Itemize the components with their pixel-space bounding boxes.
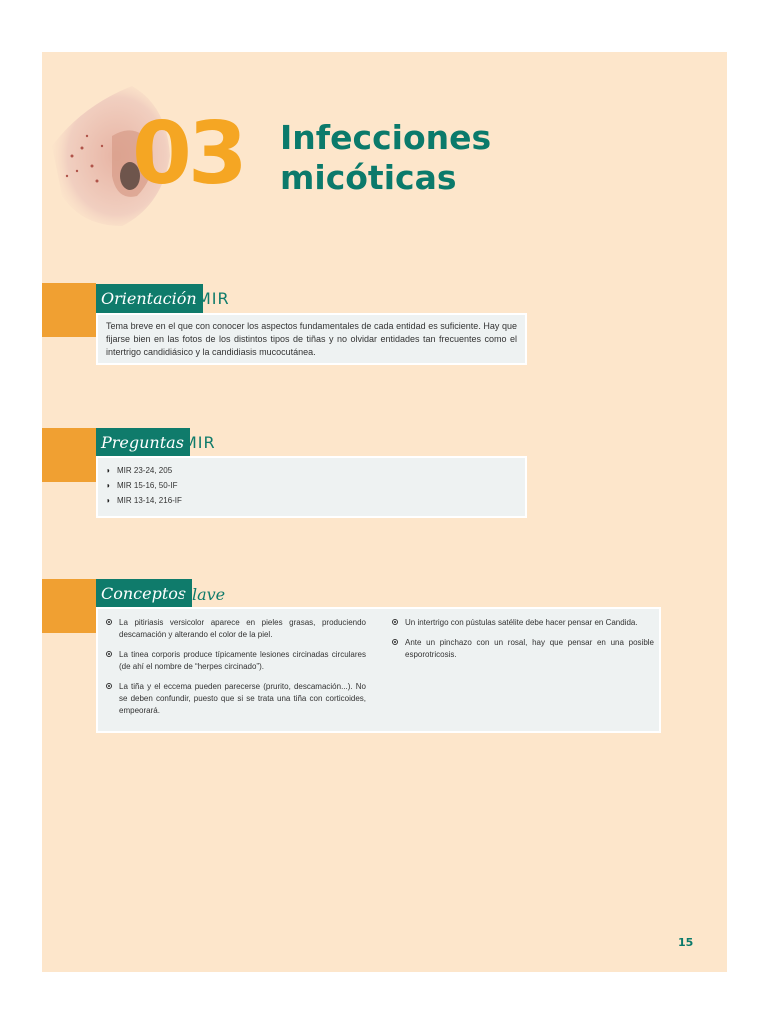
bullet-icon [392, 639, 398, 645]
bullet-icon [392, 619, 398, 625]
list-item: ◗ MIR 23-24, 205 [104, 463, 519, 478]
preguntas-list [104, 463, 519, 508]
orientacion-box [96, 313, 527, 365]
list-item: ◗ MIR 13-14, 216-IF [104, 493, 519, 508]
list-item: ◗ MIR 15-16, 50-IF [104, 478, 519, 493]
conceptos-left-column [106, 617, 366, 725]
bullet-icon: ◗ [106, 496, 111, 505]
conceptos-suffix: clave [183, 585, 226, 604]
list-item: La tiña y el eccema pueden parecerse (prurito, descamación...). No se deben confundir, puesto que si se trata una tiña con corticoides, empeorará. [106, 681, 366, 717]
orientacion-suffix: MIR [197, 289, 230, 308]
orientacion-tab [42, 283, 96, 337]
bullet-icon [106, 651, 112, 657]
conceptos-label: Conceptos [96, 579, 192, 609]
chapter-number: 03 [132, 104, 244, 204]
conceptos-box [96, 607, 661, 733]
bullet-icon [106, 683, 112, 689]
chapter-title-line1: Infecciones [280, 118, 492, 157]
bullet-icon: ◗ [106, 466, 111, 475]
conceptos-tab [42, 579, 96, 633]
chapter-title-line2: micóticas [280, 158, 457, 197]
list-item: Ante un pinchazo con un rosal, hay que pensar en una posible esporotricosis. [392, 637, 654, 661]
orientacion-label: Orientación [96, 284, 203, 314]
preguntas-tab [42, 428, 96, 482]
list-item: La pitiriasis versicolor aparece en pieles grasas, produciendo descamación y alterando el color de la piel. [106, 617, 366, 641]
list-item: La tinea corporis produce típicamente lesiones circinadas circulares (de ahí el nombre de “herpes circinado”). [106, 649, 366, 673]
page-number: 15 [678, 936, 694, 949]
chapter-title [280, 118, 491, 198]
preguntas-box [96, 456, 527, 518]
preguntas-suffix: MIR [183, 433, 216, 452]
preguntas-label: Preguntas [96, 428, 190, 458]
conceptos-right-column [392, 617, 654, 669]
bullet-icon [106, 619, 112, 625]
list-item: Un intertrigo con pústulas satélite debe hacer pensar en Candida. [392, 617, 654, 629]
orientacion-text: Tema breve en el que con conocer los aspectos fundamentales de cada entidad es suficiente. Hay que fijarse bien en las fotos de los distintos tipos de tiñas y no olvidar entidades tan frecuentes como el intertrigo candidiásico y la candidiasis mucocutánea. [106, 321, 517, 357]
bullet-icon: ◗ [106, 481, 111, 490]
